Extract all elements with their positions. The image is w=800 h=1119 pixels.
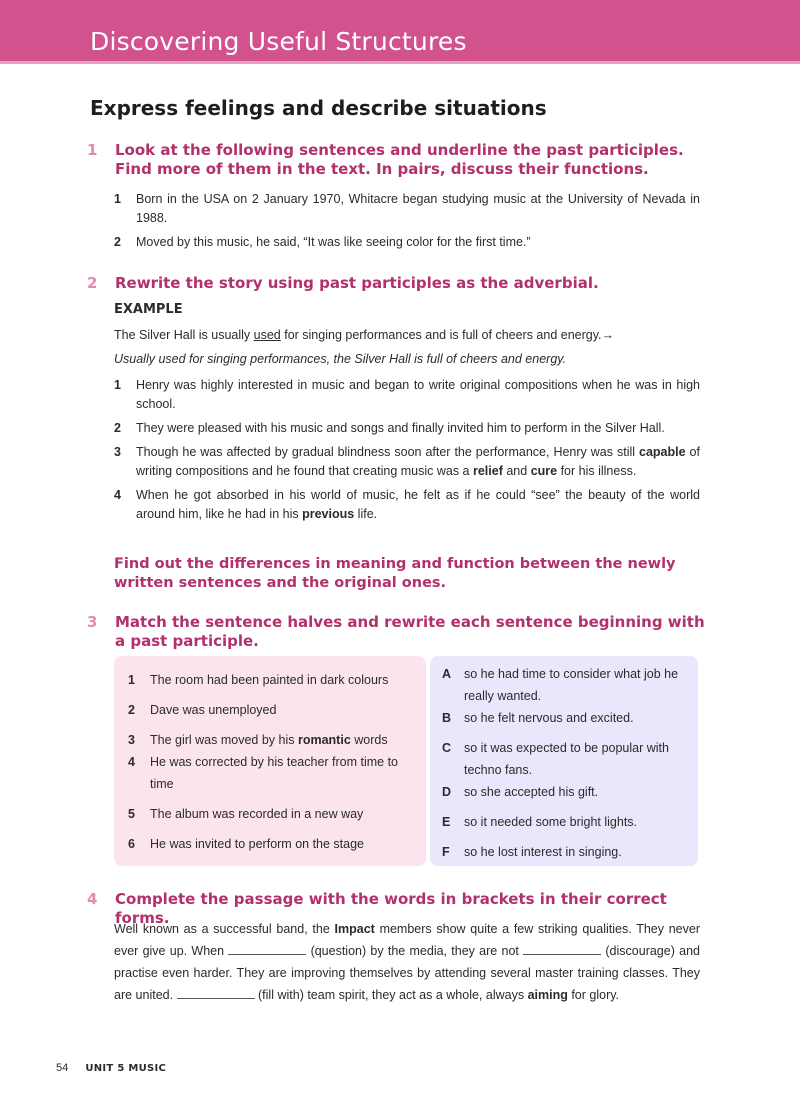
match-box-right bbox=[430, 656, 698, 866]
exercise-2-list bbox=[114, 376, 700, 529]
unit-label: UNIT 5 MUSIC bbox=[85, 1063, 167, 1074]
exercise-2-follow-up: Find out the differences in meaning and function between the newly written sentences and the original ones. bbox=[114, 556, 676, 591]
exercise-number: 1 bbox=[87, 141, 98, 159]
exercise-number: 4 bbox=[87, 890, 98, 908]
answer-blank[interactable] bbox=[177, 986, 255, 999]
list-item: 3 Though he was affected by gradual blindness soon after the performance, Henry was still capable of writing compositions and he found that creating music was a relief and cure for his illness. bbox=[114, 445, 700, 478]
exercise-instruction: Look at the following sentences and underline the past participles. Find more of them in the text. In pairs, discuss their functions. bbox=[115, 141, 684, 178]
list-item: 4 He was corrected by his teacher from time to time bbox=[128, 755, 399, 791]
answer-blank[interactable] bbox=[228, 942, 306, 955]
page-number: 54 bbox=[56, 1062, 69, 1074]
list-item: B so he felt nervous and excited. bbox=[442, 711, 634, 725]
list-item: 2 Moved by this music, he said, “It was like seeing color for the first time.” bbox=[114, 235, 531, 249]
example-answer: Usually used for singing performances, the Silver Hall is full of cheers and energy. bbox=[114, 352, 567, 366]
exercise-2-title bbox=[87, 274, 715, 293]
exercise-4-passage: Well known as a successful band, the Impact members show quite a few striking qualities. They never ever give up. When (question) by the media, they are not (discourage) and practise even harder. They are improving themselves by attending several master training classes. They are united. (fill with) team spirit, they act as a whole, always aiming for glory. bbox=[114, 922, 700, 1002]
list-item: A so he had time to consider what job he really wanted. bbox=[442, 667, 679, 703]
list-item: 1 Born in the USA on 2 January 1970, Whitacre began studying music at the University of Nevada in 1988. bbox=[114, 192, 700, 225]
exercise-instruction: Complete the passage with the words in brackets in their correct forms. bbox=[115, 890, 667, 927]
list-item: 3 The girl was moved by his romantic words bbox=[128, 733, 388, 747]
page-heading: Express feelings and describe situations bbox=[90, 96, 547, 120]
exercise-1-title bbox=[87, 141, 715, 179]
match-box-left bbox=[114, 656, 426, 866]
list-item: 2 Dave was unemployed bbox=[128, 703, 277, 717]
list-item: 4 When he got absorbed in his world of music, he felt as if he could “see” the beauty of the world around him, like he had in his previous life. bbox=[114, 488, 700, 521]
example-label: EXAMPLE bbox=[114, 302, 183, 317]
list-item: E so it needed some bright lights. bbox=[442, 815, 638, 829]
section-banner bbox=[0, 0, 800, 64]
banner-title: Discovering Useful Structures bbox=[90, 27, 467, 56]
exercise-instruction: Match the sentence halves and rewrite each sentence beginning with a past participle. bbox=[115, 613, 705, 650]
list-item: 1 The room had been painted in dark colours bbox=[128, 673, 389, 687]
answer-blank[interactable] bbox=[523, 942, 601, 955]
list-item: 5 The album was recorded in a new way bbox=[128, 807, 364, 821]
list-item: C so it was expected to be popular with techno fans. bbox=[442, 741, 669, 777]
exercise-number: 2 bbox=[87, 274, 98, 292]
list-item: D so she accepted his gift. bbox=[442, 785, 599, 799]
page-footer bbox=[56, 1062, 166, 1074]
list-item: 2 They were pleased with his music and songs and finally invited him to perform in the Silver Hall. bbox=[114, 421, 665, 435]
exercise-instruction: Rewrite the story using past participles as the adverbial. bbox=[115, 274, 599, 292]
list-item: F so he lost interest in singing. bbox=[442, 845, 622, 859]
list-item: 6 He was invited to perform on the stage bbox=[128, 837, 365, 851]
list-item: 1 Henry was highly interested in music and began to write original compositions when he was in high school. bbox=[114, 378, 700, 411]
sentence-halves-right bbox=[442, 663, 682, 863]
sentence-halves-left bbox=[128, 669, 416, 855]
example-sentence: The Silver Hall is usually used for singing performances and is full of cheers and energy.→ bbox=[114, 328, 615, 342]
exercise-3-title bbox=[87, 613, 715, 651]
exercise-number: 3 bbox=[87, 613, 98, 631]
exercise-1-list bbox=[114, 190, 700, 257]
